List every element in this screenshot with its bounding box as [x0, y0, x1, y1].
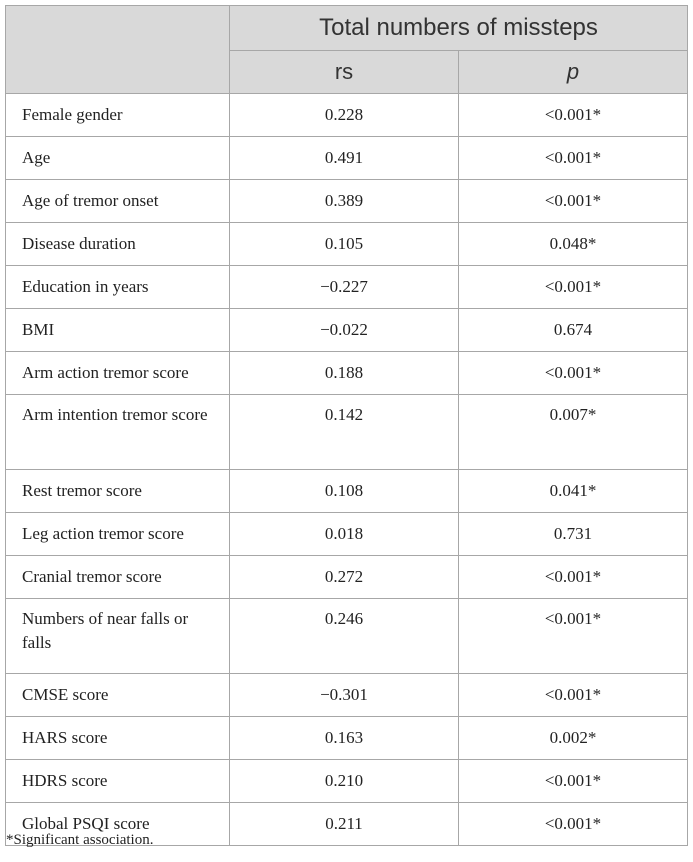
table-row [6, 352, 688, 395]
row-rs: 0.163 [230, 717, 459, 760]
row-label: Rest tremor score [6, 470, 230, 513]
header-blank-cell [6, 6, 230, 94]
row-p: <0.001* [459, 94, 688, 137]
table-row [6, 599, 688, 674]
row-label: Numbers of near falls or falls [6, 599, 230, 674]
row-rs: −0.227 [230, 266, 459, 309]
row-rs: 0.211 [230, 803, 459, 846]
row-label: Cranial tremor score [6, 556, 230, 599]
row-p: 0.007* [459, 395, 688, 470]
row-p: 0.731 [459, 513, 688, 556]
row-rs: 0.228 [230, 94, 459, 137]
row-rs: 0.142 [230, 395, 459, 470]
row-p: 0.674 [459, 309, 688, 352]
row-label: Leg action tremor score [6, 513, 230, 556]
table-row [6, 470, 688, 513]
row-p: 0.048* [459, 223, 688, 266]
correlation-table [5, 5, 688, 846]
table-row [6, 180, 688, 223]
row-label: Global PSQI score [6, 803, 230, 846]
footnote: *Significant association. [6, 832, 154, 848]
header-rs: rs [230, 51, 459, 94]
table-row [6, 674, 688, 717]
row-p: <0.001* [459, 760, 688, 803]
table-header [6, 6, 688, 94]
row-rs: 0.246 [230, 599, 459, 674]
row-rs: −0.022 [230, 309, 459, 352]
row-label: Disease duration [6, 223, 230, 266]
row-label: Age of tremor onset [6, 180, 230, 223]
row-p: <0.001* [459, 137, 688, 180]
row-label: Education in years [6, 266, 230, 309]
table-body [6, 94, 688, 846]
row-label: BMI [6, 309, 230, 352]
row-rs: 0.210 [230, 760, 459, 803]
row-label: HARS score [6, 717, 230, 760]
table-row [6, 395, 688, 470]
row-p: 0.041* [459, 470, 688, 513]
table-row [6, 513, 688, 556]
row-label: HDRS score [6, 760, 230, 803]
table-row [6, 556, 688, 599]
row-rs: −0.301 [230, 674, 459, 717]
row-rs: 0.389 [230, 180, 459, 223]
row-label: Arm action tremor score [6, 352, 230, 395]
row-label: CMSE score [6, 674, 230, 717]
table-row [6, 760, 688, 803]
header-p: p [459, 51, 688, 94]
row-rs: 0.491 [230, 137, 459, 180]
row-p: <0.001* [459, 352, 688, 395]
row-label: Age [6, 137, 230, 180]
table-row [6, 137, 688, 180]
row-p: <0.001* [459, 599, 688, 674]
row-p: 0.002* [459, 717, 688, 760]
table-row [6, 94, 688, 137]
table-row [6, 717, 688, 760]
row-rs: 0.272 [230, 556, 459, 599]
row-rs: 0.018 [230, 513, 459, 556]
header-group-label: Total numbers of missteps [230, 6, 688, 51]
table-row [6, 266, 688, 309]
row-label: Female gender [6, 94, 230, 137]
row-p: <0.001* [459, 180, 688, 223]
row-p: <0.001* [459, 266, 688, 309]
table-row [6, 309, 688, 352]
row-p: <0.001* [459, 674, 688, 717]
table-row [6, 223, 688, 266]
row-label: Arm intention tremor score [6, 395, 230, 470]
row-rs: 0.105 [230, 223, 459, 266]
row-p: <0.001* [459, 556, 688, 599]
row-rs: 0.188 [230, 352, 459, 395]
row-p: <0.001* [459, 803, 688, 846]
row-rs: 0.108 [230, 470, 459, 513]
